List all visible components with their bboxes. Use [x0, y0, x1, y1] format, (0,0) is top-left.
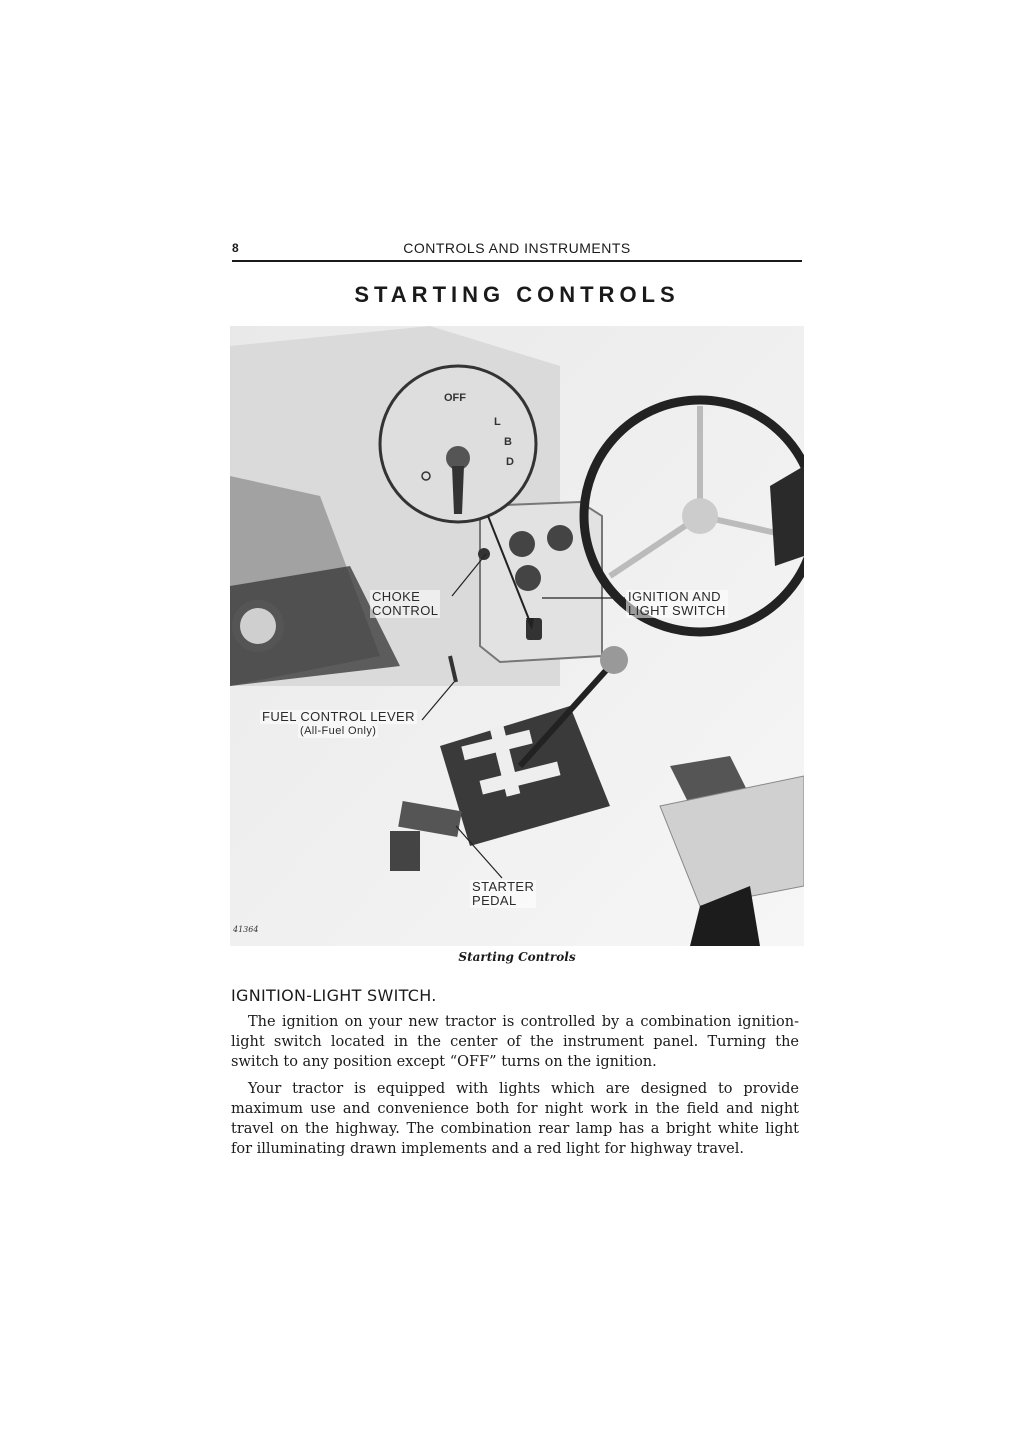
page-number: 8	[232, 241, 240, 255]
dial-label-d: D	[506, 456, 514, 468]
section-title: STARTING CONTROLS	[354, 282, 680, 307]
paragraph-lights: Your tractor is equipped with lights which are designed to provide maximum use and convenience both for night work in the field and night travel on the highway. The combination rear lamp has a bright white light for illuminating drawn implements and a red light for highway travel.	[231, 1081, 799, 1157]
dial-label-l: L	[494, 416, 501, 428]
fuel-lever-note: (All-Fuel Only)	[300, 725, 377, 737]
dial-label-off: OFF	[444, 392, 466, 404]
figure-caption: Starting Controls	[458, 950, 576, 964]
choke-control-callout: CHOKE CONTROL	[372, 589, 439, 618]
running-title: CONTROLS AND INSTRUMENTS	[403, 240, 631, 256]
starting-controls-photo	[230, 326, 804, 946]
dial-label-b: B	[504, 436, 512, 448]
running-header	[232, 238, 802, 262]
figure-number: 41364	[233, 925, 259, 934]
section-heading: IGNITION-LIGHT SWITCH.	[231, 986, 437, 1005]
tractor-dashboard-illustration	[230, 326, 804, 946]
fuel-lever-callout: FUEL CONTROL LEVER	[262, 709, 415, 724]
starter-pedal-callout: STARTER PEDAL	[472, 879, 535, 908]
paragraph-ignition: The ignition on your new tractor is controlled by a combination ignition-light switch located in the center of the instrument panel. Turning the switch to any position except “OFF” turns on the ignition.	[231, 1014, 799, 1070]
ignition-switch-callout: IGNITION AND LIGHT SWITCH	[628, 589, 726, 618]
